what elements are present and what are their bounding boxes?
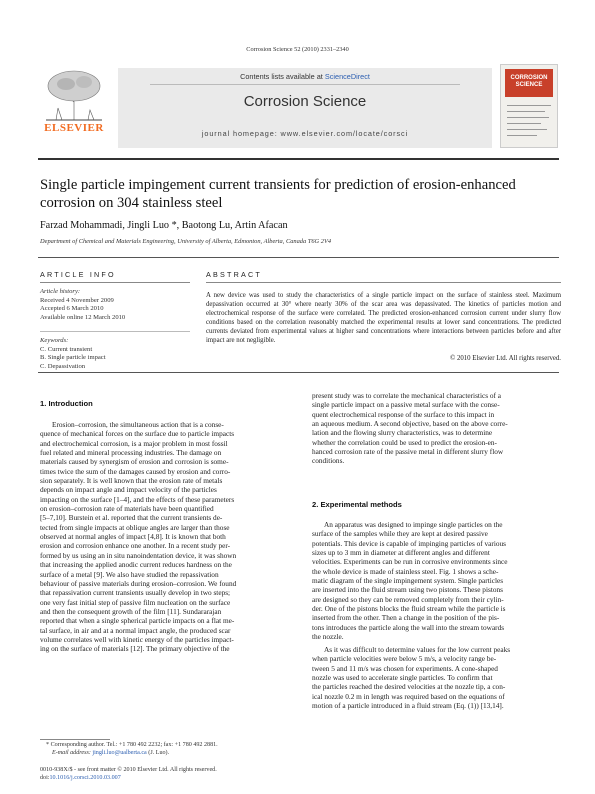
text-line: and then the consequent growth of the film [11]. Sundararajan [40, 606, 222, 616]
text-line: present study was to correlate the mechanical characteristics of a [312, 391, 502, 400]
cover-text-line [507, 129, 547, 130]
abstract-text: A new device was used to study the characteristics of a single particle impact on the surface of stainless steel. Maximum depassivation occurred at 30° where nearly 30% of the scar area was depassivated. The kinetics of particles motion and electrochemical response of the surface were correlated. The predicted erosion-enhanced corrosion current under slurry flow conditions based on the correlation reasonably matched the experimental results at lower sand concentrations. The predicted currents deviated from experimental values at higher sand concentrations where interactions between particles before and after impact are not negligible. [206, 292, 561, 344]
text-line: tween 5 and 11 m/s was chosen for experiments. A cone-shaped [312, 663, 498, 673]
article-authors: Farzad Mohammadi, Jingli Luo *, Baotong Lu, Artin Afacan [40, 220, 288, 231]
journal-title: Corrosion Science [243, 93, 367, 110]
text-line: Erosion–corrosion, the simultaneous action that is a conse- [52, 420, 224, 429]
text-line: single particle impact on a passive metal surface with the conse- [312, 400, 500, 410]
author-affiliation: Department of Chemical and Materials Engineering, University of Alberta, Edmonton, Alberta, Canada T6G 2V4 [40, 238, 332, 245]
article-title: Single particle impingement current transients for prediction of erosion-enhanced corrosion on 304 stainless steel [40, 177, 516, 211]
text-line: fuel related and mineral processing industries. The damage on [40, 448, 222, 458]
text-line: sion separately. It is well known that the erosion rate of metals [40, 476, 223, 486]
article-history [40, 288, 190, 322]
abstract-heading: ABSTRACT [206, 270, 262, 279]
article-info-heading: ARTICLE INFO [40, 270, 116, 279]
text-line: quent electrochemical response of the surface to this impact in [312, 409, 495, 419]
section-heading-introduction: 1. Introduction [40, 399, 93, 408]
introduction-paragraph [40, 420, 294, 654]
text-line: the nozzle. [312, 632, 344, 642]
text-line: inserted from the other. Then a change in the position of the pis- [312, 613, 500, 623]
text-line: depends on impact angle and impact velocity of the particles [40, 485, 217, 495]
text-line: nozzle was used to accelerate single particles. To confirm that [312, 673, 493, 683]
cover-text-line [507, 111, 545, 112]
email-suffix: (J. Luo). [146, 750, 170, 756]
text-line: erosion and corrosion enhance one another. In a recent study per- [40, 541, 231, 551]
keywords-block [40, 337, 190, 371]
sciencedirect-link[interactable]: ScienceDirect [324, 72, 370, 81]
text-line: are inserted into the fluid stream using two pistons. These pistons [312, 585, 503, 595]
elsevier-wordmark: ELSEVIER [44, 122, 104, 134]
doi-line [40, 774, 340, 782]
text-line: As it was difficult to determine values for the low current peaks [324, 645, 511, 654]
text-line: the particles reached the desired velocities at the nozzle tip, a con- [312, 682, 506, 692]
text-line: formed by us using an in situ nanoindentation device, it was shown [40, 550, 237, 560]
text-line: the whole device is made of stainless steel. Fig. 1 shows a sche- [312, 566, 499, 576]
text-line: matic diagram of the single impingement system. Single particles [312, 576, 504, 586]
keyword-item: C. Depassivation [40, 362, 86, 370]
cover-text-line [507, 117, 549, 118]
text-line: conditions. [312, 456, 345, 466]
title-bottom-rule [38, 257, 559, 258]
article-info-rule [40, 282, 190, 283]
keywords-rule [40, 331, 190, 332]
text-line: behaviour of passive materials during erosion–corrosion. We found [40, 578, 237, 588]
experimental-paragraph-2 [312, 645, 561, 710]
contents-available-line [118, 72, 492, 81]
text-line: one very fast initial step of passive film nucleation on the surface [40, 597, 231, 607]
text-line: reported that when a single spherical particle impacts on a flat me- [40, 616, 235, 626]
introduction-continued [312, 391, 561, 466]
text-line: volume correlates well with kinetic energy of the particles impact- [40, 634, 234, 644]
section-heading-experimental: 2. Experimental methods [312, 500, 402, 509]
text-line: on erosion–corrosion rate of materials have been quantified [40, 504, 214, 514]
cover-text-line [507, 135, 537, 136]
text-line: surface of a metal [9]. We also have studied the repassivation [40, 569, 219, 579]
text-line: quence of mechanical forces on the surface due to particle impacts [40, 429, 235, 439]
text-line: ical nozzle 0.2 m in length was required based on the equations of [312, 691, 505, 701]
keywords-label: Keywords: [40, 337, 69, 344]
text-line: and electrochemical corrosion, is a major problem in most fossil [40, 438, 228, 448]
text-line: tected from single impacts at oblique angles are larger than those [40, 522, 230, 532]
text-line: ing on the surface of materials [12]. The primary objective of the [40, 644, 230, 654]
journal-citation: Corrosion Science 52 (2010) 2331–2340 [246, 46, 349, 53]
cover-text-line [507, 123, 541, 124]
journal-homepage-link[interactable]: journal homepage: www.elsevier.com/locate/corsci [201, 129, 409, 138]
text-line: lation and the flowing slurry characteristics, was to determine [312, 428, 493, 438]
text-line: tons introduces the particle along the wall into the stream towards [312, 622, 505, 632]
email-label: E-mail address: [52, 750, 93, 756]
text-line: [5–7,10]. Burstein et al. reported that the current transients de- [40, 513, 223, 523]
received-date: Received 4 November 2009 [40, 296, 114, 304]
text-line: when particle velocities were below 5 m/s, a velocity range be- [312, 654, 497, 664]
cover-title: CORROSION SCIENCE [510, 75, 548, 88]
text-line: impacting on the surface [1–4], and the effects of these parameters [40, 494, 235, 504]
text-line: motion of a particle introduced in a fluid stream (Eq. (1)) [13,14]. [312, 701, 504, 711]
text-line: that repassivation current transients usually develop in two steps; [40, 588, 231, 598]
text-line: times twice the sum of the damages caused by erosion and corro- [40, 466, 231, 476]
text-line: der. One of the pistons blocks the fluid stream while the particle is [312, 604, 506, 614]
text-line: whether the correlation could be used to predict the erosion-en- [312, 437, 497, 447]
text-line: sizes up to 3 mm in diameter at different angles and different [312, 548, 490, 558]
text-line: tal surface, in air and at a normal impact angle, the produced scar [40, 625, 231, 635]
online-date: Available online 12 March 2010 [40, 313, 126, 321]
text-line: an aqueous medium. A second objective, based on the above corre- [312, 419, 508, 429]
text-line: observed at normal angles of impact [4,8]. It is known that both [40, 532, 226, 542]
header-bottom-rule [38, 158, 559, 160]
journal-cover-thumbnail [500, 64, 558, 148]
doi-label: doi: [40, 775, 50, 781]
doi-link[interactable]: 10.1016/j.corsci.2010.03.007 [49, 775, 121, 781]
text-line: potentials. This device is capable of impinging particles of various [312, 538, 506, 548]
issn-line: 0010-938X/$ - see front matter © 2010 Elsevier Ltd. All rights reserved. [40, 767, 217, 773]
corresponding-author: * Corresponding author. Tel.: +1 780 492 2232; fax: +1 780 492 2881. [46, 742, 218, 748]
accepted-date: Accepted 6 March 2010 [40, 305, 104, 313]
text-line: velocities. Experiments can be run in corrosive environments since [312, 557, 508, 567]
text-line: surface of the samples while they are kept at desired passive [312, 529, 488, 539]
email-link[interactable]: jingli.luo@ualberta.ca [92, 750, 147, 756]
footnote-rule [40, 739, 110, 740]
abstract-rule [206, 282, 561, 283]
email-line [46, 749, 296, 757]
abstract-copyright: © 2010 Elsevier Ltd. All rights reserved. [450, 355, 561, 362]
corresponding-author-footnote [46, 741, 296, 757]
text-line: materials caused by synergism of erosion and corrosion is some- [40, 457, 229, 467]
history-label: Article history: [40, 288, 81, 295]
cover-text-line [507, 105, 551, 106]
text-line: are designed so they can be removed completely from their cylin- [312, 594, 504, 604]
article-identifiers [40, 766, 340, 782]
experimental-paragraph-1 [312, 520, 561, 641]
contents-prefix: Contents lists available at [240, 72, 325, 81]
keyword-item: C. Current transient [40, 345, 93, 353]
keyword-item: B. Single particle impact [40, 354, 106, 362]
abstract-bottom-rule [38, 372, 559, 373]
text-line: hanced corrosion rate of the passive metal in different slurry flow [312, 447, 504, 457]
text-line: that increasing the applied anodic current reduces hardness on the [40, 560, 232, 570]
header-divider [150, 84, 460, 85]
text-line: An apparatus was designed to impinge single particles on the [324, 520, 503, 529]
